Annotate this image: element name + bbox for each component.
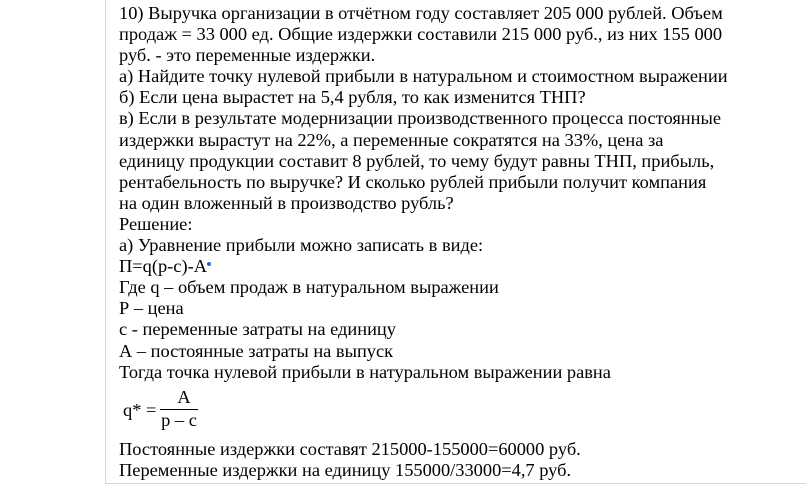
solution-line: Переменные издержки на единицу 155000/33000=4,7 руб. bbox=[119, 459, 572, 480]
problem-line: продаж = 33 000 ед. Общие издержки составили 215 000 руб., из них 155 000 bbox=[119, 24, 723, 45]
problem-line: руб. - это переменные издержки. bbox=[119, 45, 376, 66]
solution-line: а) Уравнение прибыли можно записать в виде: bbox=[119, 235, 484, 256]
problem-line: 10) Выручка организации в отчётном году составляет 205 000 рублей. Объем bbox=[119, 3, 723, 23]
formula-lhs: q* = bbox=[123, 399, 157, 420]
cursor-mark bbox=[207, 262, 211, 266]
formula-denominator: p – c bbox=[161, 409, 197, 430]
formula-numerator: A bbox=[177, 386, 191, 407]
solution-line: Где q – объем продаж в натуральном выражении bbox=[119, 277, 499, 298]
solution-line: А – постоянные затраты на выпуск bbox=[119, 340, 394, 361]
solution bbox=[119, 214, 759, 481]
problem-part-c: в) Если в результате модернизации производственного процесса постоянные bbox=[119, 108, 721, 129]
problem-statement bbox=[119, 3, 759, 214]
solution-line: Р – цена bbox=[119, 298, 184, 319]
problem-part-b: б) Если цена вырастет на 5,4 рубля, то как изменится ТНП? bbox=[119, 87, 586, 108]
solution-line: Тогда точка нулевой прибыли в натуральном выражении равна bbox=[119, 361, 611, 382]
problem-line: на один вложенный в производство рубль? bbox=[119, 192, 454, 213]
solution-line: Постоянные издержки составят 215000-155000=60000 руб. bbox=[119, 438, 581, 459]
problem-line: единицу продукции составит 8 рублей, то чему будут равны ТНП, прибыль, bbox=[119, 150, 715, 171]
problem-line: рентабельность по выручке? И сколько рублей прибыли получит компания bbox=[119, 171, 707, 192]
profit-equation: П=q(p-c)-A bbox=[119, 256, 207, 277]
page-edge-vertical bbox=[105, 0, 106, 484]
problem-line: издержки вырастут на 22%, а переменные сократятся на 33%, цена за bbox=[119, 129, 664, 150]
problem-part-a: а) Найдите точку нулевой прибыли в натуральном и стоимостном выражении bbox=[119, 66, 728, 87]
solution-line: с - переменные затраты на единицу bbox=[119, 319, 396, 340]
breakeven-formula bbox=[119, 383, 759, 439]
solution-heading: Решение: bbox=[119, 213, 193, 234]
document-text bbox=[119, 3, 759, 481]
